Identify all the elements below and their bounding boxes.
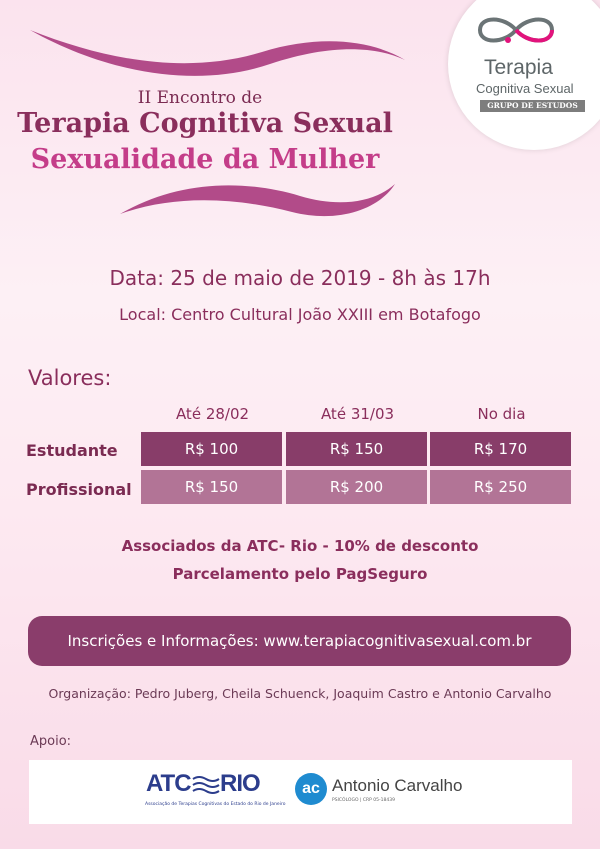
sponsor-panel [29,760,572,824]
support-label: Apoio: [30,734,72,749]
ac-logo-name: Antonio Carvalho [332,776,463,795]
installments-note: Parcelamento pelo PagSeguro [172,565,428,583]
pricing-column-header: No dia [477,405,526,423]
discount-note: Associados da ATC- Rio - 10% de desconto [121,537,479,555]
infinity-symbol-icon [474,12,558,48]
pricing-row-label: Estudante [26,441,118,460]
ac-logo-icon: ac [295,773,327,805]
atc-logo-left: ATC [146,770,191,797]
wave-lines-icon [192,774,220,796]
event-place: Local: Centro Cultural João XXIII em Botafogo [119,305,481,324]
price-cell: R$ 150 [141,470,282,504]
organization-credits: Organização: Pedro Juberg, Cheila Schuenck, Joaquim Castro e Antonio Carvalho [48,686,552,701]
logo-subtitle: Cognitiva Sexual [476,81,574,96]
price-cell: R$ 170 [430,432,571,466]
pricing-row-label: Profissional [26,480,132,499]
ac-caption: PSICÓLOGO | CRP 05-18439 [332,798,395,803]
event-date: Data: 25 de maio de 2019 - 8h às 17h [109,266,491,290]
price-cell: R$ 250 [430,470,571,504]
price-cell: R$ 200 [286,470,427,504]
logo-group-label: GRUPO DE ESTUDOS [480,100,585,112]
price-cell: R$ 150 [286,432,427,466]
event-edition: II Encontro de [137,88,263,108]
logo-title: Terapia [484,56,553,79]
event-theme: Sexualidade da Mulher [30,144,380,175]
pricing-column-header: Até 28/02 [175,405,250,423]
registration-banner[interactable]: Inscrições e Informações: www.terapiacognitivasexual.com.br [28,616,571,666]
event-title: Terapia Cognitiva Sexual [17,108,393,139]
atc-caption: Associação de Terapias Cognitivas do Estado do Rio de Janeiro [145,802,286,807]
atc-logo-right: RIO [220,770,260,797]
price-cell: R$ 100 [141,432,282,466]
pricing-column-header: Até 31/03 [320,405,395,423]
pricing-heading: Valores: [28,366,112,390]
